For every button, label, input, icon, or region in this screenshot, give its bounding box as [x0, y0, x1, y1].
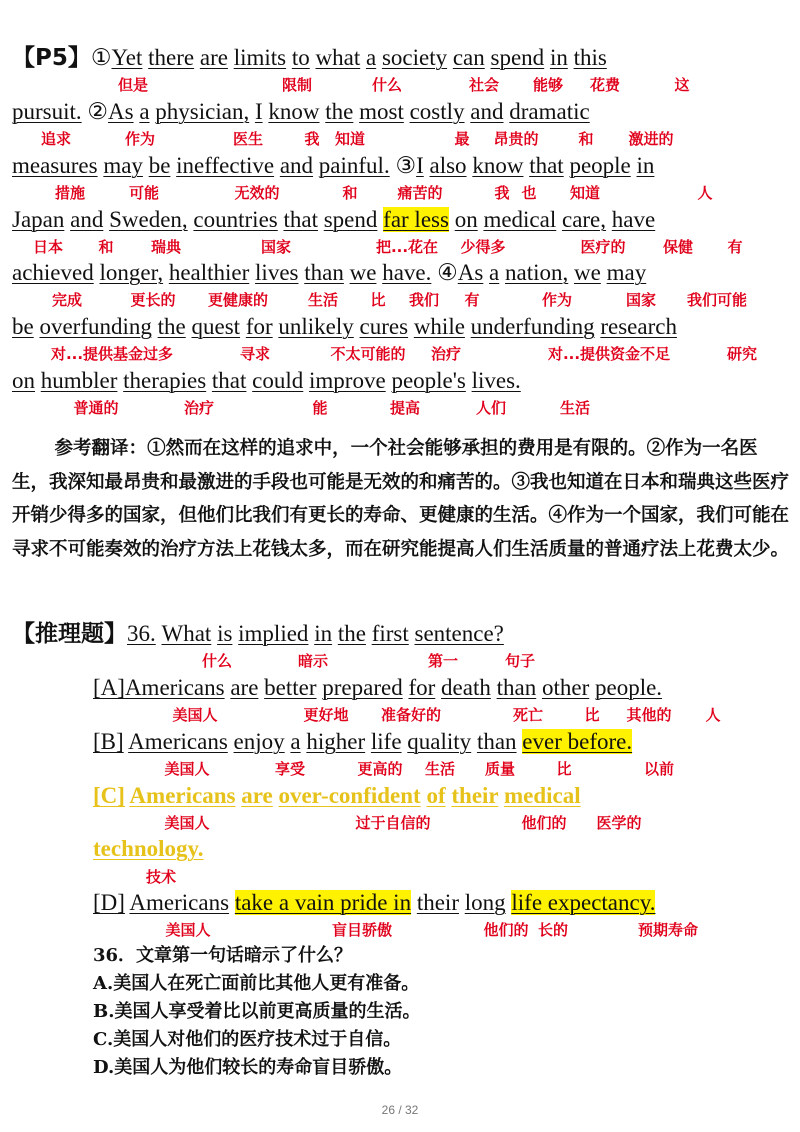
word: Americans [129, 783, 236, 808]
word: As [457, 260, 484, 285]
word: overfunding [39, 314, 152, 339]
gloss: 治疗 [430, 345, 462, 363]
gloss: 和 [98, 238, 114, 256]
gloss: 暗示 [297, 652, 329, 670]
word: to [291, 45, 310, 70]
gloss: 美国人 [164, 814, 210, 832]
word: on [12, 368, 35, 393]
word: this [573, 45, 607, 70]
gloss: 什么 [371, 76, 403, 94]
gloss: 技术 [145, 868, 177, 886]
word: that [283, 207, 318, 232]
question-stem [12, 620, 504, 648]
passage-line-3 [12, 152, 654, 180]
gloss: 少得多 [460, 238, 506, 256]
word: measures [12, 153, 98, 178]
word: is [217, 621, 233, 646]
word: have. [382, 260, 432, 285]
word: Yet [111, 45, 143, 70]
word: lives [255, 260, 299, 285]
word: in [636, 153, 655, 178]
word: can [452, 45, 485, 70]
word: enjoy [233, 729, 285, 754]
word: death [441, 675, 491, 700]
word: a [489, 260, 500, 285]
word: know [268, 99, 320, 124]
gloss: 和 [342, 184, 358, 202]
passage-line-2 [12, 98, 590, 126]
option-b [93, 728, 632, 756]
gloss: 句子 [504, 652, 536, 670]
word: life [370, 729, 402, 754]
word: As [108, 99, 134, 124]
word: quest [191, 314, 241, 339]
word: may [606, 260, 647, 285]
gloss: 保健 [662, 238, 694, 256]
word: achieved [12, 260, 94, 285]
word: longer, [99, 260, 164, 285]
gloss: 措施 [54, 184, 86, 202]
option-cn-d: D.美国人为他们较长的寿命盲目骄傲。 [93, 1057, 403, 1078]
sentence-marker: ② [87, 99, 109, 124]
word: that [211, 368, 247, 393]
gloss: 他们的 [521, 814, 567, 832]
word: 36. [127, 621, 156, 646]
gloss: 长的 [537, 921, 569, 939]
gloss: 昂贵的 [493, 130, 539, 148]
word: nation, [505, 260, 569, 285]
word: humbler [40, 368, 118, 393]
word: research [600, 314, 677, 339]
translation-label: 参考翻译： [54, 438, 148, 459]
word: what [315, 45, 361, 70]
word: and [70, 207, 104, 232]
word: be [148, 153, 171, 178]
word: could [252, 368, 304, 393]
passage-line-5 [12, 259, 646, 287]
gloss: 预期寿命 [637, 921, 699, 939]
word: most [359, 99, 404, 124]
gloss: 生活 [424, 760, 456, 778]
gloss: 美国人 [165, 921, 211, 939]
word: in [314, 621, 333, 646]
gloss: 更长的 [130, 291, 176, 309]
gloss: 作为 [541, 291, 573, 309]
option-c-answer [93, 782, 581, 810]
word: technology. [93, 836, 204, 861]
word: healthier [168, 260, 250, 285]
gloss: 限制 [281, 76, 313, 94]
gloss: 更健康的 [207, 291, 269, 309]
option-cn-a: A.美国人在死亡面前比其他人更有准备。 [93, 973, 420, 994]
word: medical [483, 207, 557, 232]
gloss: 能够 [532, 76, 564, 94]
word: prepared [322, 675, 403, 700]
gloss: 生活 [307, 291, 339, 309]
word: also [429, 153, 467, 178]
gloss: 完成 [51, 291, 83, 309]
passage-line-4 [12, 206, 655, 234]
word: on [454, 207, 478, 232]
gloss: 比 [370, 291, 386, 309]
highlighted-phrase: take a vain pride in [234, 890, 412, 915]
gloss: 其他的 [626, 706, 672, 724]
word: the [325, 99, 354, 124]
word: first [371, 621, 409, 646]
gloss: 对...提供资金不足 [547, 345, 671, 363]
word: for [408, 675, 436, 700]
sentence-marker: ③ [395, 153, 417, 178]
passage-line-6 [12, 313, 677, 341]
word: of [426, 783, 446, 808]
word: there [148, 45, 195, 70]
word: therapies [123, 368, 207, 393]
gloss: 最 [454, 130, 470, 148]
gloss: 但是 [117, 76, 149, 94]
gloss: 寻求 [239, 345, 271, 363]
translation-text: ①然而在这样的追求中，一个社会能够承担的费用是有限的。②作为一名医生，我深知最昂贵和最激进的手段也可能是无效的和痛苦的。③我也知道在日本和瑞典这些医疗开销少得多的国家，但他们比我们有更长的寿命、更健康的生活。④作为一个国家，我们可能在寻求不可能奏效的治疗方法上花钱太多，而在研究能提高人们生活质量的普通疗法上花费太少。 [12, 438, 790, 560]
word: for [245, 314, 273, 339]
option-letter: [B] [93, 729, 124, 754]
gloss: 对...提供基金过多 [50, 345, 174, 363]
gloss: 医生 [232, 130, 264, 148]
word: that [529, 153, 564, 178]
gloss: 美国人 [172, 706, 218, 724]
page-number: 26 / 32 [381, 1103, 419, 1117]
gloss: 日本 [32, 238, 64, 256]
question-type-tag: 【推理题】 [12, 621, 127, 647]
word: countries [193, 207, 278, 232]
word: and [279, 153, 314, 178]
gloss: 我 [494, 184, 510, 202]
gloss: 医学的 [596, 814, 642, 832]
gloss: 死亡 [512, 706, 544, 724]
word: I [254, 99, 263, 124]
gloss: 比 [556, 760, 572, 778]
word: sentence? [414, 621, 504, 646]
word: are [199, 45, 228, 70]
gloss: 过于自信的 [355, 814, 431, 832]
word: pursuit. [12, 99, 82, 124]
word: higher [306, 729, 366, 754]
word: better [264, 675, 317, 700]
word: be [12, 314, 34, 339]
gloss: 社会 [468, 76, 500, 94]
gloss: 人们 [475, 399, 507, 417]
passage-line-7 [12, 367, 521, 395]
gloss: 也 [521, 184, 537, 202]
passage-line-1 [12, 44, 607, 72]
word: cures [359, 314, 409, 339]
word: ineffective [176, 153, 275, 178]
word: know [472, 153, 524, 178]
gloss: 人 [705, 706, 721, 724]
word: their [416, 890, 459, 915]
word: Americans [124, 675, 225, 700]
gloss: 更好地 [303, 706, 349, 724]
gloss: 盲目骄傲 [331, 921, 393, 939]
gloss: 激进的 [628, 130, 674, 148]
word: Japan [12, 207, 65, 232]
word: people. [594, 675, 663, 700]
gloss: 痛苦的 [397, 184, 443, 202]
word: care, [561, 207, 607, 232]
gloss: 质量 [484, 760, 516, 778]
gloss: 知道 [334, 130, 366, 148]
word: improve [309, 368, 386, 393]
word: limits [233, 45, 287, 70]
word: Americans [128, 729, 228, 754]
word: society [381, 45, 448, 70]
word: a [290, 729, 301, 754]
word: are [230, 675, 259, 700]
question-cn: 36．文章第一句话暗示了什么？ [93, 945, 353, 966]
gloss: 什么 [201, 652, 233, 670]
gloss: 追求 [40, 130, 72, 148]
word: in [549, 45, 568, 70]
gloss: 比 [584, 706, 600, 724]
word: costly [409, 99, 465, 124]
word: people [569, 153, 631, 178]
paragraph-tag: 【P5】 [12, 45, 91, 71]
word: implied [238, 621, 309, 646]
option-d [93, 889, 655, 917]
gloss: 作为 [124, 130, 156, 148]
word: the [157, 314, 186, 339]
word: we [574, 260, 601, 285]
gloss: 知道 [569, 184, 601, 202]
word: may [103, 153, 143, 178]
gloss: 我们 [408, 291, 440, 309]
highlighted-phrase: life expectancy. [511, 890, 656, 915]
gloss: 和 [578, 130, 594, 148]
word: than [304, 260, 344, 285]
gloss: 瑞典 [150, 238, 182, 256]
word: Sweden, [109, 207, 188, 232]
option-letter: [C] [93, 783, 125, 808]
word: a [139, 99, 150, 124]
word: people's [391, 368, 466, 393]
sentence-marker: ④ [437, 260, 458, 285]
word: we [349, 260, 377, 285]
word: quality [407, 729, 472, 754]
option-cn-c: C.美国人对他们的医疗技术过于自信。 [93, 1029, 402, 1050]
option-cn-b: B.美国人享受着比以前更高质量的生活。 [93, 1001, 421, 1022]
gloss: 不太可能的 [330, 345, 406, 363]
gloss: 提高 [389, 399, 421, 417]
word: are [241, 783, 273, 808]
gloss: 有 [464, 291, 480, 309]
word: underfunding [470, 314, 595, 339]
gloss: 享受 [274, 760, 306, 778]
sentence-marker: ① [90, 45, 112, 70]
gloss: 这 [674, 76, 690, 94]
word: lives. [471, 368, 521, 393]
word: What [161, 621, 212, 646]
option-letter: [D] [93, 890, 125, 915]
highlighted-phrase: ever before. [522, 729, 633, 754]
gloss: 我们可能 [686, 291, 748, 309]
gloss: 我 [304, 130, 320, 148]
gloss: 把...花在 [375, 238, 439, 256]
word: Americans [129, 890, 230, 915]
gloss: 国家 [260, 238, 292, 256]
word: other [541, 675, 590, 700]
word: painful. [318, 153, 390, 178]
gloss: 花费 [589, 76, 621, 94]
word: than [476, 729, 517, 754]
gloss: 治疗 [183, 399, 215, 417]
gloss: 以前 [643, 760, 675, 778]
word: and [470, 99, 504, 124]
gloss: 准备好的 [380, 706, 442, 724]
word: unlikely [278, 314, 354, 339]
highlighted-phrase: far less [383, 207, 449, 232]
gloss: 他们的 [483, 921, 529, 939]
reference-translation [12, 432, 792, 566]
word: spend [490, 45, 545, 70]
option-a [93, 674, 662, 702]
word: over-confident [278, 783, 421, 808]
word: I [416, 153, 424, 178]
word: their [451, 783, 499, 808]
gloss: 第一 [427, 652, 459, 670]
word: long [464, 890, 506, 915]
word: than [496, 675, 537, 700]
gloss: 研究 [726, 345, 758, 363]
word: medical [503, 783, 581, 808]
option-c-continued [93, 835, 204, 863]
gloss: 能 [312, 399, 328, 417]
gloss: 普通的 [73, 399, 119, 417]
gloss: 有 [727, 238, 743, 256]
gloss: 生活 [559, 399, 591, 417]
word: spend [323, 207, 378, 232]
gloss: 更高的 [357, 760, 403, 778]
word: dramatic [509, 99, 590, 124]
gloss: 美国人 [164, 760, 210, 778]
gloss: 医疗的 [580, 238, 626, 256]
gloss: 无效的 [234, 184, 280, 202]
word: while [413, 314, 465, 339]
gloss: 人 [697, 184, 713, 202]
word: physician, [155, 99, 250, 124]
word: the [337, 621, 366, 646]
gloss: 国家 [625, 291, 657, 309]
option-letter: [A] [93, 675, 125, 700]
gloss: 可能 [128, 184, 160, 202]
word: have [611, 207, 656, 232]
word: a [365, 45, 377, 70]
